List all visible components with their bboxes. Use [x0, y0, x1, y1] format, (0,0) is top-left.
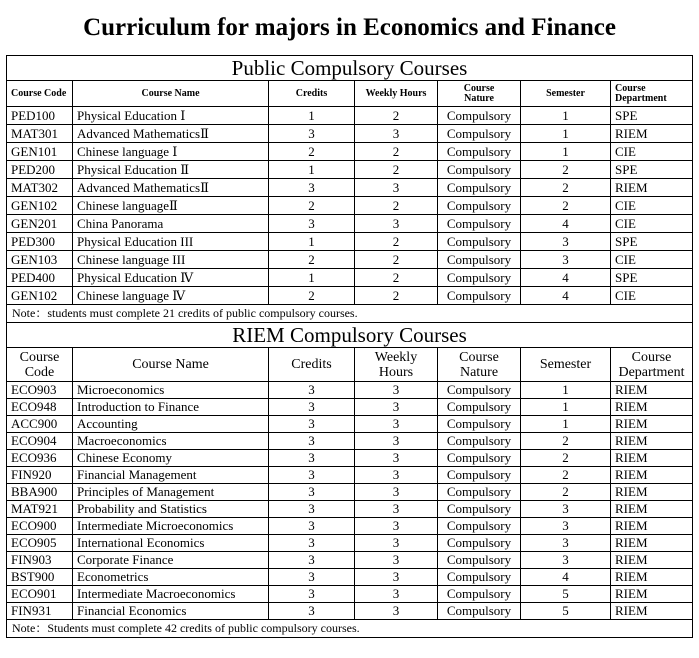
- course-code-cell: ECO905: [7, 535, 73, 552]
- weekly-hours-cell: 3: [355, 535, 438, 552]
- credits-cell: 2: [269, 197, 355, 215]
- course-name-cell: China Panorama: [73, 215, 269, 233]
- course-department-cell: RIEM: [611, 518, 693, 535]
- weekly-hours-cell: 3: [355, 518, 438, 535]
- weekly-hours-cell: 3: [355, 215, 438, 233]
- semester-cell: 1: [521, 416, 611, 433]
- course-name-cell: Chinese languageⅡ: [73, 197, 269, 215]
- header-semester: Semester: [521, 348, 611, 382]
- credits-cell: 1: [269, 107, 355, 125]
- weekly-hours-cell: 3: [355, 125, 438, 143]
- weekly-hours-cell: 3: [355, 586, 438, 603]
- course-code-cell: PED300: [7, 233, 73, 251]
- course-department-cell: CIE: [611, 215, 693, 233]
- course-department-cell: RIEM: [611, 416, 693, 433]
- course-nature-cell: Compulsory: [438, 603, 521, 620]
- course-nature-cell: Compulsory: [438, 251, 521, 269]
- course-department-cell: CIE: [611, 197, 693, 215]
- credits-cell: 3: [269, 569, 355, 586]
- table-row: [7, 143, 693, 161]
- course-name-cell: Chinese language Ⅳ: [73, 287, 269, 305]
- table-row: [7, 603, 693, 620]
- table-row: [7, 416, 693, 433]
- table-row: [7, 107, 693, 125]
- credits-cell: 1: [269, 161, 355, 179]
- semester-cell: 2: [521, 467, 611, 484]
- course-nature-cell: Compulsory: [438, 416, 521, 433]
- course-department-cell: RIEM: [611, 569, 693, 586]
- course-nature-cell: Compulsory: [438, 467, 521, 484]
- course-code-cell: ACC900: [7, 416, 73, 433]
- course-name-cell: Physical Education III: [73, 233, 269, 251]
- weekly-hours-cell: 3: [355, 399, 438, 416]
- weekly-hours-cell: 2: [355, 143, 438, 161]
- course-department-cell: RIEM: [611, 603, 693, 620]
- table-row: [7, 197, 693, 215]
- table-row: [7, 569, 693, 586]
- course-nature-cell: Compulsory: [438, 552, 521, 569]
- course-code-cell: GEN102: [7, 197, 73, 215]
- course-department-cell: CIE: [611, 287, 693, 305]
- public-section-title: Public Compulsory Courses: [7, 56, 693, 81]
- course-name-cell: Advanced MathematicsⅡ: [73, 179, 269, 197]
- course-code-cell: GEN101: [7, 143, 73, 161]
- course-name-cell: Physical Education Ⅳ: [73, 269, 269, 287]
- table-row: [7, 518, 693, 535]
- course-department-cell: RIEM: [611, 399, 693, 416]
- semester-cell: 5: [521, 603, 611, 620]
- course-nature-cell: Compulsory: [438, 179, 521, 197]
- credits-cell: 1: [269, 233, 355, 251]
- header-course-nature: Course Nature: [438, 348, 521, 382]
- course-name-cell: Chinese language Ⅰ: [73, 143, 269, 161]
- course-department-cell: RIEM: [611, 433, 693, 450]
- semester-cell: 2: [521, 433, 611, 450]
- course-code-cell: BBA900: [7, 484, 73, 501]
- course-code-cell: MAT302: [7, 179, 73, 197]
- course-department-cell: RIEM: [611, 382, 693, 399]
- credits-cell: 3: [269, 433, 355, 450]
- credits-cell: 3: [269, 382, 355, 399]
- course-nature-cell: Compulsory: [438, 535, 521, 552]
- weekly-hours-cell: 3: [355, 603, 438, 620]
- course-nature-cell: Compulsory: [438, 450, 521, 467]
- table-row: [7, 399, 693, 416]
- course-nature-cell: Compulsory: [438, 143, 521, 161]
- course-name-cell: Physical Education Ⅱ: [73, 161, 269, 179]
- weekly-hours-cell: 3: [355, 179, 438, 197]
- course-code-cell: BST900: [7, 569, 73, 586]
- header-course-code: Course Code: [7, 81, 73, 107]
- course-name-cell: Accounting: [73, 416, 269, 433]
- course-nature-cell: Compulsory: [438, 269, 521, 287]
- weekly-hours-cell: 3: [355, 467, 438, 484]
- course-name-cell: Chinese language III: [73, 251, 269, 269]
- course-department-cell: RIEM: [611, 179, 693, 197]
- header-course-name: Course Name: [73, 81, 269, 107]
- header-weekly-hours: Weekly Hours: [355, 348, 438, 382]
- riem-note: Note：Students must complete 42 credits of public compulsory courses.: [7, 620, 693, 638]
- course-code-cell: PED200: [7, 161, 73, 179]
- course-name-cell: Principles of Management: [73, 484, 269, 501]
- weekly-hours-cell: 3: [355, 416, 438, 433]
- table-row: [7, 382, 693, 399]
- course-nature-cell: Compulsory: [438, 287, 521, 305]
- credits-cell: 3: [269, 586, 355, 603]
- course-code-cell: GEN201: [7, 215, 73, 233]
- header-semester: Semester: [521, 81, 611, 107]
- course-code-cell: ECO900: [7, 518, 73, 535]
- course-code-cell: ECO948: [7, 399, 73, 416]
- course-department-cell: SPE: [611, 269, 693, 287]
- header-weekly-hours: Weekly Hours: [355, 81, 438, 107]
- table-row: [7, 233, 693, 251]
- riem-header-row: [7, 348, 693, 382]
- table-row: [7, 484, 693, 501]
- course-code-cell: FIN920: [7, 467, 73, 484]
- weekly-hours-cell: 2: [355, 251, 438, 269]
- credits-cell: 3: [269, 125, 355, 143]
- table-row: [7, 586, 693, 603]
- course-name-cell: Introduction to Finance: [73, 399, 269, 416]
- course-name-cell: Corporate Finance: [73, 552, 269, 569]
- semester-cell: 2: [521, 450, 611, 467]
- riem-section-title-row: [7, 323, 693, 348]
- course-department-cell: RIEM: [611, 586, 693, 603]
- course-code-cell: ECO936: [7, 450, 73, 467]
- credits-cell: 3: [269, 399, 355, 416]
- public-note: Note：students must complete 21 credits of public compulsory courses.: [7, 305, 693, 323]
- course-code-cell: FIN931: [7, 603, 73, 620]
- weekly-hours-cell: 2: [355, 287, 438, 305]
- weekly-hours-cell: 3: [355, 501, 438, 518]
- semester-cell: 3: [521, 501, 611, 518]
- course-department-cell: RIEM: [611, 125, 693, 143]
- course-code-cell: GEN103: [7, 251, 73, 269]
- table-row: [7, 552, 693, 569]
- header-course-name: Course Name: [73, 348, 269, 382]
- course-name-cell: Chinese Economy: [73, 450, 269, 467]
- semester-cell: 4: [521, 215, 611, 233]
- table-row: [7, 179, 693, 197]
- course-department-cell: RIEM: [611, 467, 693, 484]
- semester-cell: 3: [521, 233, 611, 251]
- course-nature-cell: Compulsory: [438, 382, 521, 399]
- course-nature-cell: Compulsory: [438, 197, 521, 215]
- credits-cell: 2: [269, 287, 355, 305]
- semester-cell: 2: [521, 161, 611, 179]
- table-row: [7, 467, 693, 484]
- course-nature-cell: Compulsory: [438, 161, 521, 179]
- semester-cell: 2: [521, 179, 611, 197]
- credits-cell: 3: [269, 535, 355, 552]
- table-row: [7, 125, 693, 143]
- course-code-cell: PED400: [7, 269, 73, 287]
- table-row: [7, 501, 693, 518]
- semester-cell: 1: [521, 399, 611, 416]
- credits-cell: 3: [269, 450, 355, 467]
- course-nature-cell: Compulsory: [438, 484, 521, 501]
- course-name-cell: Probability and Statistics: [73, 501, 269, 518]
- weekly-hours-cell: 2: [355, 269, 438, 287]
- header-course-code: Course Code: [7, 348, 73, 382]
- credits-cell: 3: [269, 484, 355, 501]
- course-nature-cell: Compulsory: [438, 107, 521, 125]
- table-row: [7, 535, 693, 552]
- semester-cell: 2: [521, 484, 611, 501]
- weekly-hours-cell: 3: [355, 433, 438, 450]
- course-name-cell: Intermediate Macroeconomics: [73, 586, 269, 603]
- weekly-hours-cell: 3: [355, 569, 438, 586]
- weekly-hours-cell: 2: [355, 197, 438, 215]
- course-name-cell: Advanced MathematicsⅡ: [73, 125, 269, 143]
- header-course-department: Course Department: [611, 81, 693, 107]
- table-row: [7, 450, 693, 467]
- course-code-cell: GEN102: [7, 287, 73, 305]
- course-nature-cell: Compulsory: [438, 518, 521, 535]
- weekly-hours-cell: 3: [355, 382, 438, 399]
- table-row: [7, 269, 693, 287]
- course-department-cell: SPE: [611, 161, 693, 179]
- course-department-cell: RIEM: [611, 535, 693, 552]
- course-name-cell: Physical Education Ⅰ: [73, 107, 269, 125]
- curriculum-table: [6, 55, 693, 638]
- credits-cell: 3: [269, 518, 355, 535]
- table-row: [7, 251, 693, 269]
- course-code-cell: FIN903: [7, 552, 73, 569]
- semester-cell: 1: [521, 382, 611, 399]
- course-department-cell: SPE: [611, 233, 693, 251]
- weekly-hours-cell: 3: [355, 552, 438, 569]
- course-name-cell: Financial Economics: [73, 603, 269, 620]
- semester-cell: 4: [521, 569, 611, 586]
- header-course-department: Course Department: [611, 348, 693, 382]
- header-credits: Credits: [269, 81, 355, 107]
- semester-cell: 4: [521, 287, 611, 305]
- course-department-cell: RIEM: [611, 501, 693, 518]
- course-nature-cell: Compulsory: [438, 586, 521, 603]
- semester-cell: 1: [521, 125, 611, 143]
- table-row: [7, 161, 693, 179]
- credits-cell: 3: [269, 179, 355, 197]
- course-department-cell: SPE: [611, 107, 693, 125]
- weekly-hours-cell: 2: [355, 161, 438, 179]
- course-name-cell: Econometrics: [73, 569, 269, 586]
- credits-cell: 3: [269, 501, 355, 518]
- weekly-hours-cell: 3: [355, 484, 438, 501]
- credits-cell: 3: [269, 215, 355, 233]
- riem-note-row: [7, 620, 693, 638]
- semester-cell: 2: [521, 197, 611, 215]
- semester-cell: 3: [521, 518, 611, 535]
- semester-cell: 3: [521, 251, 611, 269]
- table-row: [7, 433, 693, 450]
- course-nature-cell: Compulsory: [438, 399, 521, 416]
- course-department-cell: RIEM: [611, 484, 693, 501]
- public-header-row: [7, 81, 693, 107]
- credits-cell: 2: [269, 251, 355, 269]
- weekly-hours-cell: 2: [355, 233, 438, 251]
- course-nature-cell: Compulsory: [438, 125, 521, 143]
- course-name-cell: Microeconomics: [73, 382, 269, 399]
- course-code-cell: PED100: [7, 107, 73, 125]
- course-name-cell: Financial Management: [73, 467, 269, 484]
- semester-cell: 3: [521, 552, 611, 569]
- weekly-hours-cell: 2: [355, 107, 438, 125]
- page-title: Curriculum for majors in Economics and Finance: [83, 14, 616, 41]
- semester-cell: 5: [521, 586, 611, 603]
- credits-cell: 3: [269, 467, 355, 484]
- course-code-cell: ECO903: [7, 382, 73, 399]
- credits-cell: 3: [269, 603, 355, 620]
- semester-cell: 1: [521, 107, 611, 125]
- course-nature-cell: Compulsory: [438, 215, 521, 233]
- public-section-title-row: [7, 56, 693, 81]
- course-department-cell: CIE: [611, 251, 693, 269]
- credits-cell: 3: [269, 416, 355, 433]
- course-name-cell: Macroeconomics: [73, 433, 269, 450]
- table-row: [7, 287, 693, 305]
- course-nature-cell: Compulsory: [438, 433, 521, 450]
- credits-cell: 1: [269, 269, 355, 287]
- course-department-cell: RIEM: [611, 450, 693, 467]
- semester-cell: 1: [521, 143, 611, 161]
- course-department-cell: RIEM: [611, 552, 693, 569]
- course-code-cell: MAT921: [7, 501, 73, 518]
- course-code-cell: MAT301: [7, 125, 73, 143]
- semester-cell: 3: [521, 535, 611, 552]
- header-credits: Credits: [269, 348, 355, 382]
- course-code-cell: ECO904: [7, 433, 73, 450]
- course-nature-cell: Compulsory: [438, 233, 521, 251]
- header-course-nature: Course Nature: [438, 81, 521, 107]
- credits-cell: 2: [269, 143, 355, 161]
- table-row: [7, 215, 693, 233]
- public-note-row: [7, 305, 693, 323]
- credits-cell: 3: [269, 552, 355, 569]
- semester-cell: 4: [521, 269, 611, 287]
- course-department-cell: CIE: [611, 143, 693, 161]
- course-name-cell: Intermediate Microeconomics: [73, 518, 269, 535]
- course-code-cell: ECO901: [7, 586, 73, 603]
- course-name-cell: International Economics: [73, 535, 269, 552]
- course-nature-cell: Compulsory: [438, 501, 521, 518]
- riem-section-title: RIEM Compulsory Courses: [7, 323, 693, 348]
- weekly-hours-cell: 3: [355, 450, 438, 467]
- course-nature-cell: Compulsory: [438, 569, 521, 586]
